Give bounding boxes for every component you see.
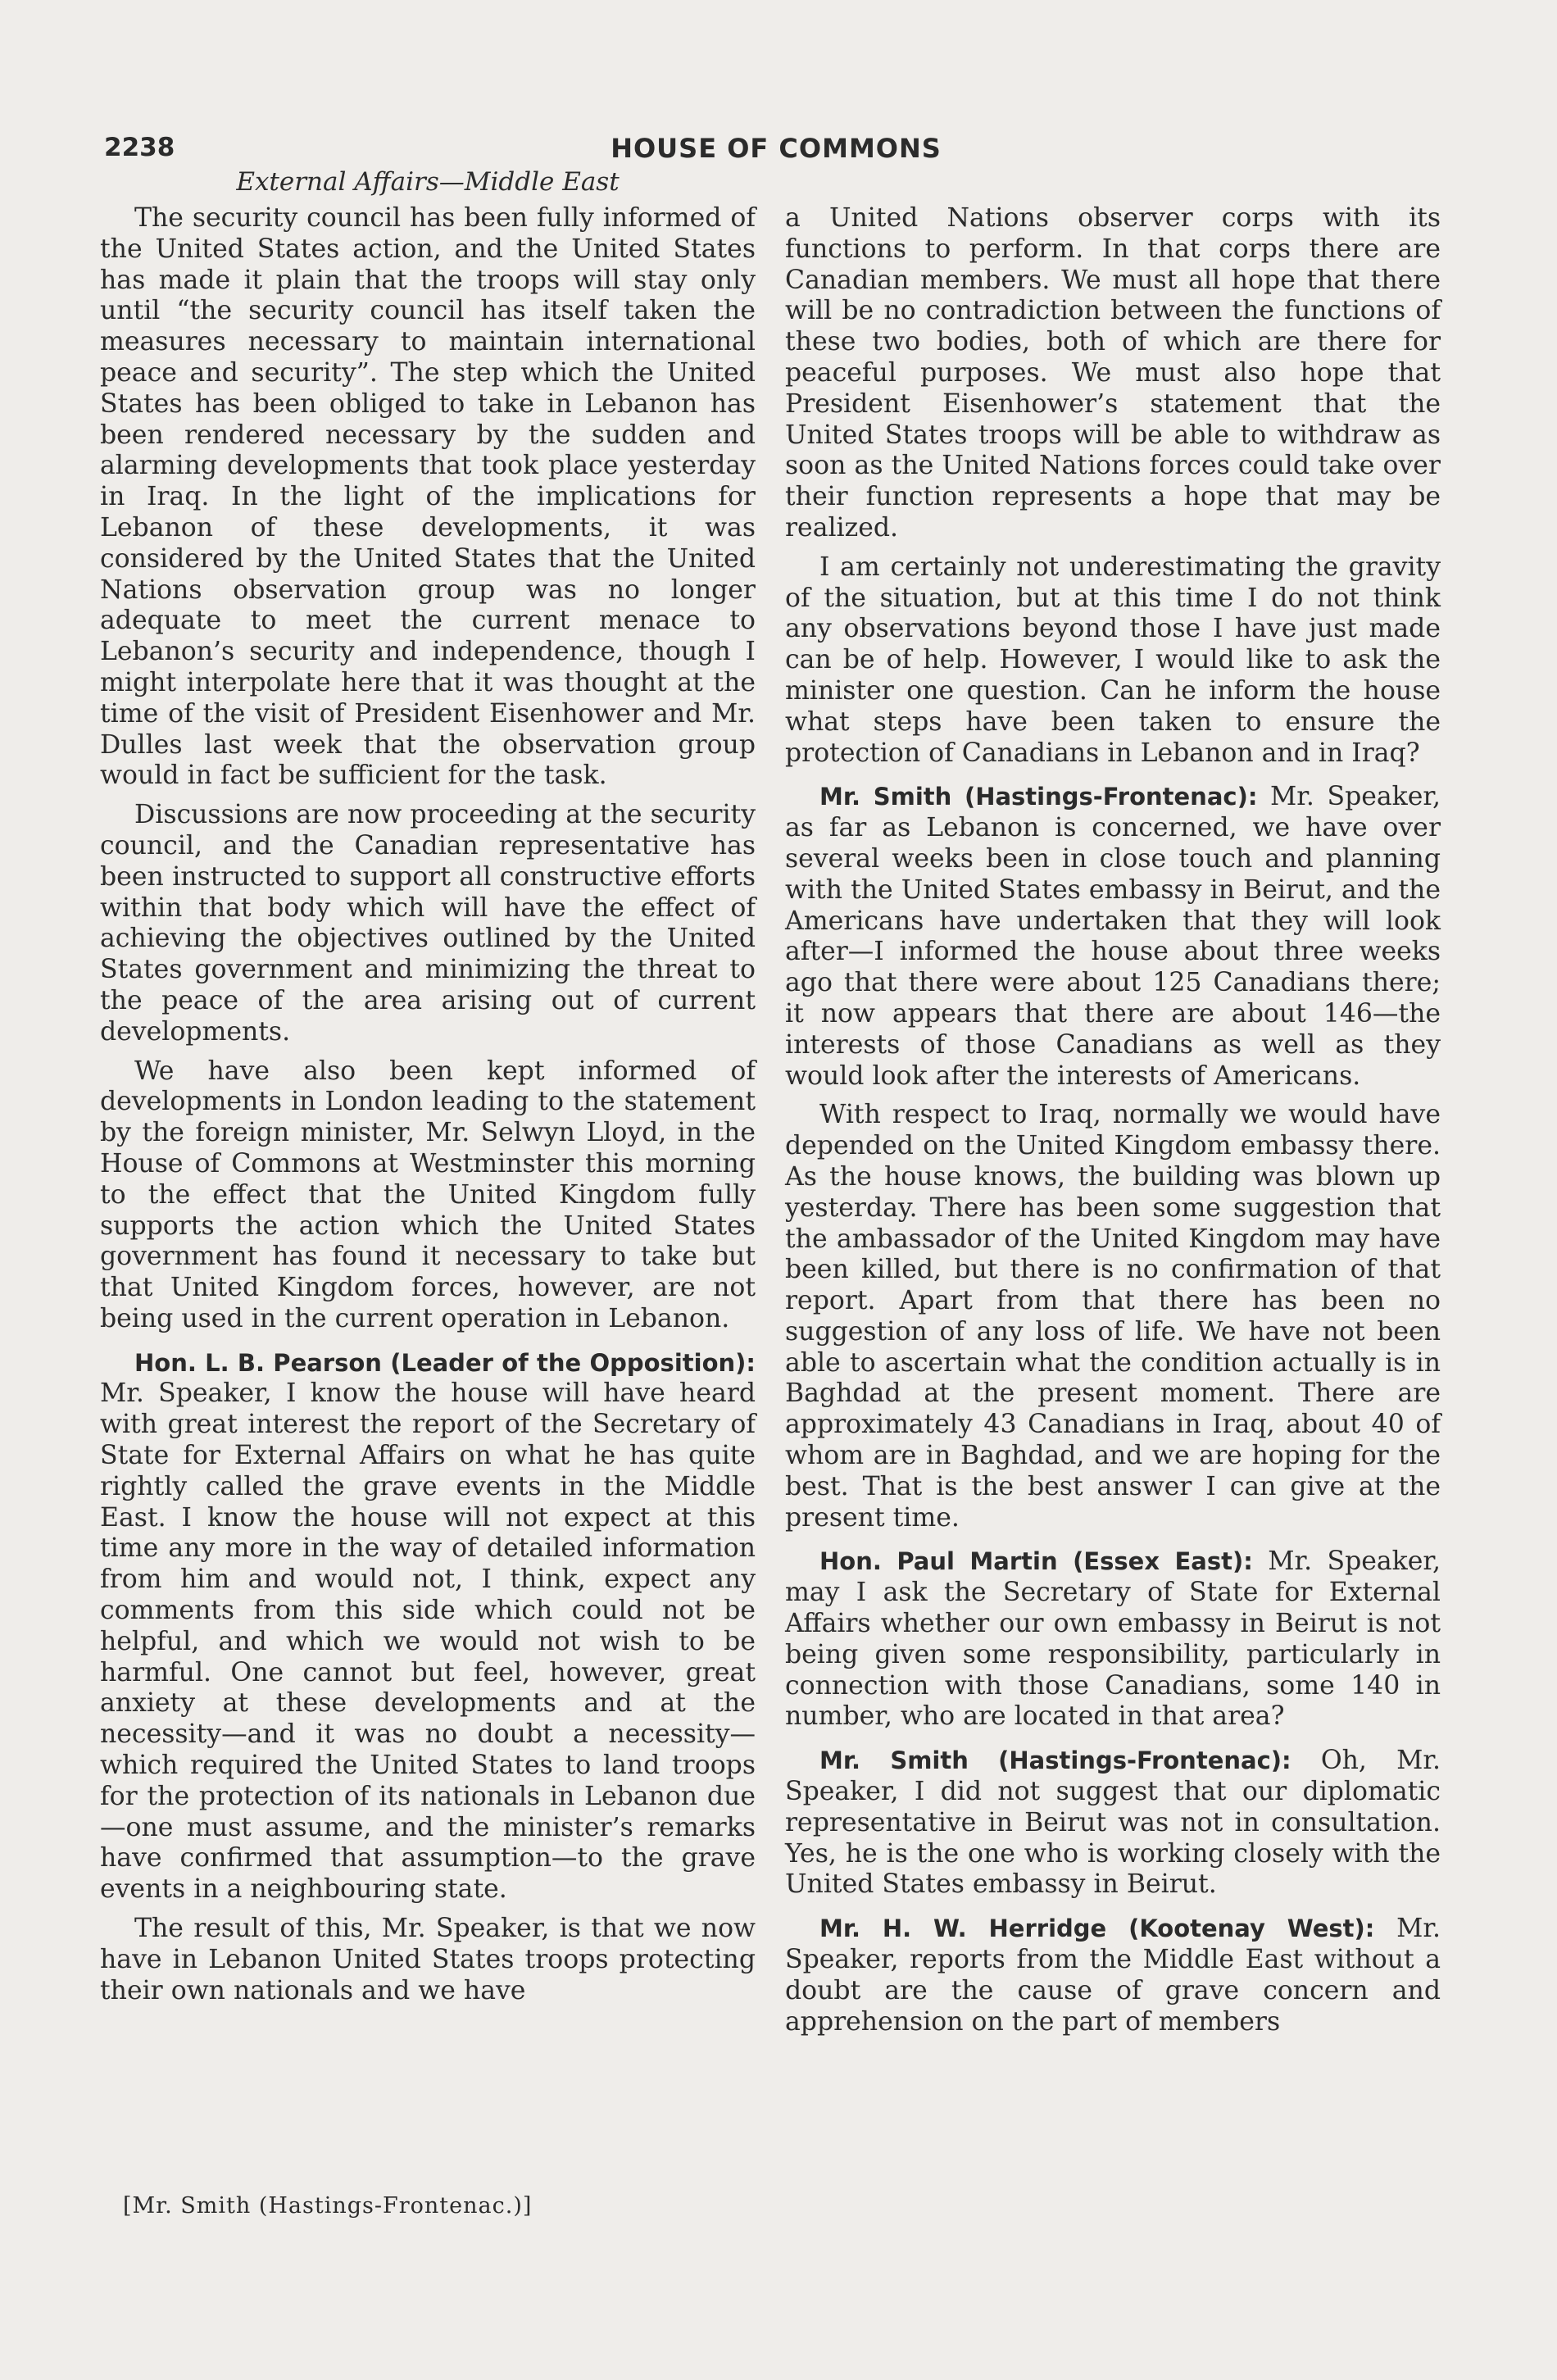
speech-paragraph bbox=[785, 782, 1441, 1092]
speaker-name: Mr. Smith (Hastings-Frontenac): bbox=[819, 1746, 1291, 1775]
journal-title: HOUSE OF COMMONS bbox=[611, 133, 942, 164]
speech-paragraph bbox=[785, 1746, 1441, 1901]
speech-text: Oh, Mr. Speaker, I did not suggest that our diplomatic representative in Beirut was not in consultation. Yes, he is the one who is working closely with the United States embassy in Beirut. bbox=[785, 1746, 1441, 1900]
speech-text: Mr. Speaker, I know the house will have heard with great interest the report of the Secretary of State for External Affairs on what he has quite rightly called the grave events in the Middle East. I know the house will not expect at this time any more in the way of detailed information from him and would not, I think, expect any comments from this side which could not be helpful, and which we would not wish to be harmful. One cannot but feel, however, great anxiety at these developments and at the necessity—and it was no doubt a necessity—which required the United States to land troops for the protection of its nationals in Lebanon due—one must assume, and the minister’s remarks have confirmed that assumption—to the grave events in a neighbouring state. bbox=[100, 1378, 756, 1905]
speaker-name: Mr. H. W. Herridge (Kootenay West): bbox=[819, 1914, 1375, 1943]
speech-text: Mr. Speaker, reports from the Middle East without a doubt are the cause of grave concern and apprehension on the part of members bbox=[785, 1914, 1441, 2037]
paragraph: The security council has been fully informed of the United States action, and the United States has made it plain that the troops will stay only until “the security council has itself taken the measures necessary to maintain international peace and security”. The step which the United States has been obliged to take in Lebanon has been rendered necessary by the sudden and alarming developments that took place yesterday in Iraq. In the light of the implications for Lebanon of these developments, it was considered by the United States that the United Nations observation group was no longer adequate to meet the current menace to Lebanon’s security and independence, though I might interpolate here that it was thought at the time of the visit of President Eisenhower and Mr. Dulles last week that the observation group would in fact be sufficient for the task. bbox=[100, 203, 756, 791]
speech-text: Mr. Speaker, as far as Lebanon is concerned, we have over several weeks been in close touch and planning with the United States embassy in Beirut, and the Americans have undertaken that they will look after—I informed the house about three weeks ago that there were about 125 Canadians there; it now appears that there are about 146—the interests of those Canadians as well as they would look after the interests of Americans. bbox=[785, 782, 1441, 1091]
page-number: 2238 bbox=[104, 133, 175, 162]
speech-paragraph bbox=[785, 1547, 1441, 1733]
right-column bbox=[785, 203, 1441, 2046]
running-footer: [Mr. Smith (Hastings-Frontenac.)] bbox=[123, 2193, 533, 2219]
speaker-name: Hon. Paul Martin (Essex East): bbox=[819, 1547, 1253, 1576]
speaker-name: Mr. Smith (Hastings-Frontenac): bbox=[819, 783, 1258, 811]
paragraph: The result of this, Mr. Speaker, is that we now have in Lebanon United States troops protecting their own nationals and we have bbox=[100, 1914, 756, 2005]
paragraph: We have also been kept informed of developments in London leading to the statement by the foreign minister, Mr. Selwyn Lloyd, in the House of Commons at Westminster this morning to the effect that the United Kingdom fully supports the action which the United States government has found it necessary to take but that United Kingdom forces, however, are not being used in the current operation in Lebanon. bbox=[100, 1056, 756, 1333]
speaker-name: Hon. L. B. Pearson (Leader of the Opposition): bbox=[134, 1348, 756, 1377]
paragraph: With respect to Iraq, normally we would have depended on the United Kingdom embassy there. As the house knows, the building was blown up yesterday. There has been some suggestion that the ambassador of the United Kingdom may have been killed, but there is no confirmation of that report. Apart from that there has been no suggestion of any loss of life. We have not been able to ascertain what the condition actually is in Baghdad at the present moment. There are approximately 43 Canadians in Iraq, about 40 of whom are in Baghdad, and we are hoping for the best. That is the best answer I can give at the present time. bbox=[785, 1100, 1441, 1533]
speech-paragraph bbox=[785, 1914, 1441, 2037]
paragraph: I am certainly not underestimating the gravity of the situation, but at this time I do not think any observations beyond those I have just made can be of help. However, I would like to ask the minister one question. Can he inform the house what steps have been taken to ensure the protection of Canadians in Lebanon and in Iraq? bbox=[785, 552, 1441, 768]
left-column bbox=[100, 203, 756, 2014]
paragraph: Discussions are now proceeding at the security council, and the Canadian representative has been instructed to support all constructive efforts within that body which will have the effect of achieving the objectives outlined by the United States government and minimizing the threat to the peace of the area arising out of current developments. bbox=[100, 800, 756, 1047]
speech-paragraph bbox=[100, 1348, 756, 1905]
section-title: External Affairs—Middle East bbox=[236, 167, 620, 197]
paragraph: a United Nations observer corps with its functions to perform. In that corps there are Canadian members. We must all hope that there will be no contradiction between the functions of these two bodies, both of which are there for peaceful purposes. We must also hope that President Eisenhower’s statement that the United States troops will be able to withdraw as soon as the United Nations forces could take over their function represents a hope that may be realized. bbox=[785, 203, 1441, 543]
speech-text: Mr. Speaker, may I ask the Secretary of State for External Affairs whether our own embassy in Beirut is not being given some responsibility, particularly in connection with those Canadians, some 140 in number, who are located in that area? bbox=[785, 1547, 1441, 1732]
page-header bbox=[100, 129, 1452, 170]
